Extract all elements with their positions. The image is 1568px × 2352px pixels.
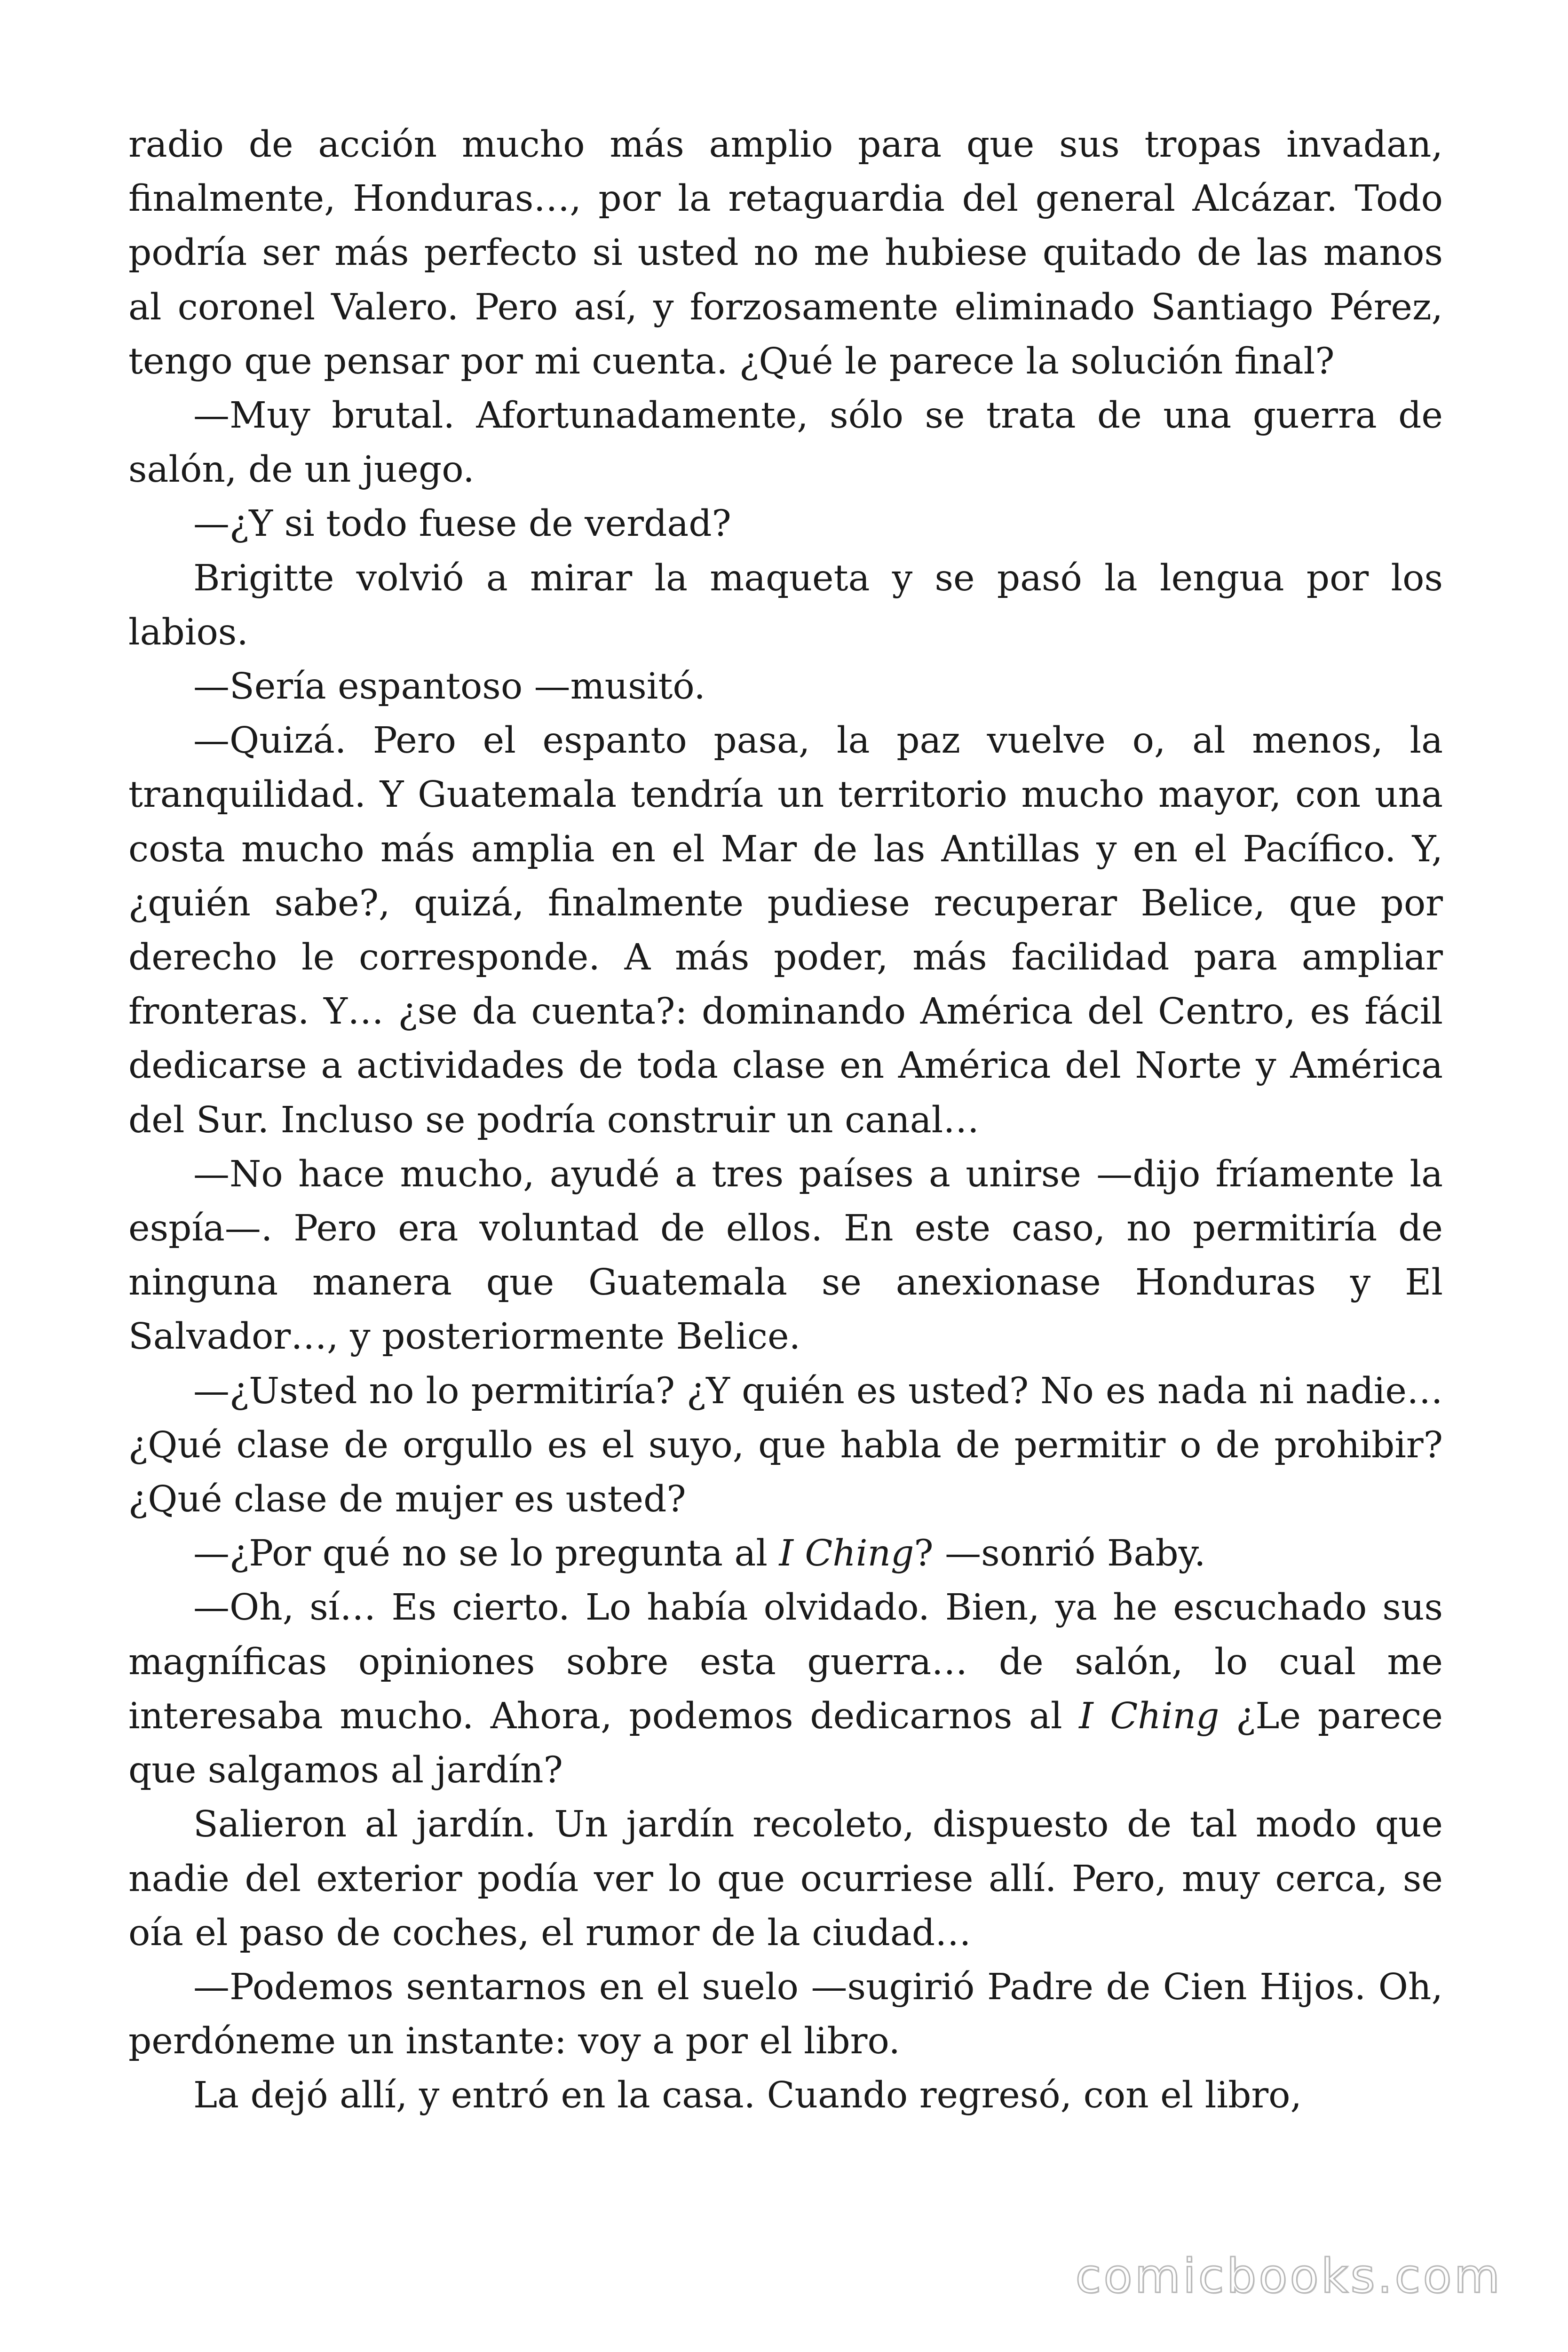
book-title-italic: I Ching <box>1079 1695 1220 1737</box>
paragraph: —Muy brutal. Afortunadamente, sólo se trata de una guerra de salón, de un juego. <box>128 395 1443 491</box>
paragraph: —¿Y si todo fuese de verdad? <box>193 503 731 545</box>
paragraph: —Quizá. Pero el espanto pasa, la paz vuelve o, al menos, la tranquilidad. Y Guatemala tendría un territorio mucho mayor, con una costa mucho más amplia en el Mar de las Antillas y en el Pacífico. Y, ¿quién sabe?, quizá, finalmente pudiese recuperar Belice, que por derecho le corresponde. A más poder, más facilidad para ampliar fronteras. Y… ¿se da cuenta?: dominando América del Centro, es fácil dedicarse a actividades de toda clase en América del Norte y América del Sur. Incluso se podría construir un canal… <box>128 720 1443 1141</box>
paragraph: —Sería espantoso —musitó. <box>193 666 705 708</box>
text-run: —Oh, sí… Es cierto. Lo había olvidado. Bien, ya he escuchado sus magníficas opiniones sobre esta guerra… de salón, lo cual me interesaba mucho. Ahora, podemos dedicarnos al <box>128 1587 1443 1737</box>
text-run: ? —sonrió Baby. <box>914 1533 1206 1575</box>
paragraph: —¿Usted no lo permitiría? ¿Y quién es usted? No es nada ni nadie… ¿Qué clase de orgullo es el suyo, que habla de permitir o de prohibir? ¿Qué clase de mujer es usted? <box>128 1370 1443 1521</box>
watermark: comicbooks.com <box>1075 2249 1502 2304</box>
book-title-italic: I Ching <box>779 1533 914 1575</box>
paragraph: radio de acción mucho más amplio para que sus tropas invadan, finalmente, Honduras…, por la retaguardia del general Alcázar. Todo podría ser más perfecto si usted no me hubiese quitado de las manos al coronel Valero. Pero así, y forzosamente eliminado Santiago Pérez, tengo que pensar por mi cuenta. ¿Qué le parece la solución final? <box>128 124 1443 382</box>
text-run: ¿Le parece que salgamos al jardín? <box>128 1695 1443 1792</box>
paragraph: La dejó allí, y entró en la casa. Cuando regresó, con el libro, <box>193 2074 1302 2117</box>
body-text <box>128 118 1443 2123</box>
paragraph <box>128 1526 1443 1581</box>
text-run: —¿Por qué no se lo pregunta al <box>193 1533 779 1575</box>
paragraph: Brigitte volvió a mirar la maqueta y se pasó la lengua por los labios. <box>128 557 1443 653</box>
paragraph: —Podemos sentarnos en el suelo —sugirió Padre de Cien Hijos. Oh, perdóneme un instante: voy a por el libro. <box>128 1966 1443 2063</box>
paragraph: —No hace mucho, ayudé a tres países a unirse —dijo fríamente la espía—. Pero era voluntad de ellos. En este caso, no permitiría de ninguna manera que Guatemala se anexionase Honduras y El Salvador…, y posteriormente Belice. <box>128 1153 1443 1358</box>
paragraph: Salieron al jardín. Un jardín recoleto, dispuesto de tal modo que nadie del exterior podía ver lo que ocurriese allí. Pero, muy cerca, se oía el paso de coches, el rumor de la ciudad… <box>128 1804 1443 1954</box>
paragraph <box>128 1581 1443 1797</box>
